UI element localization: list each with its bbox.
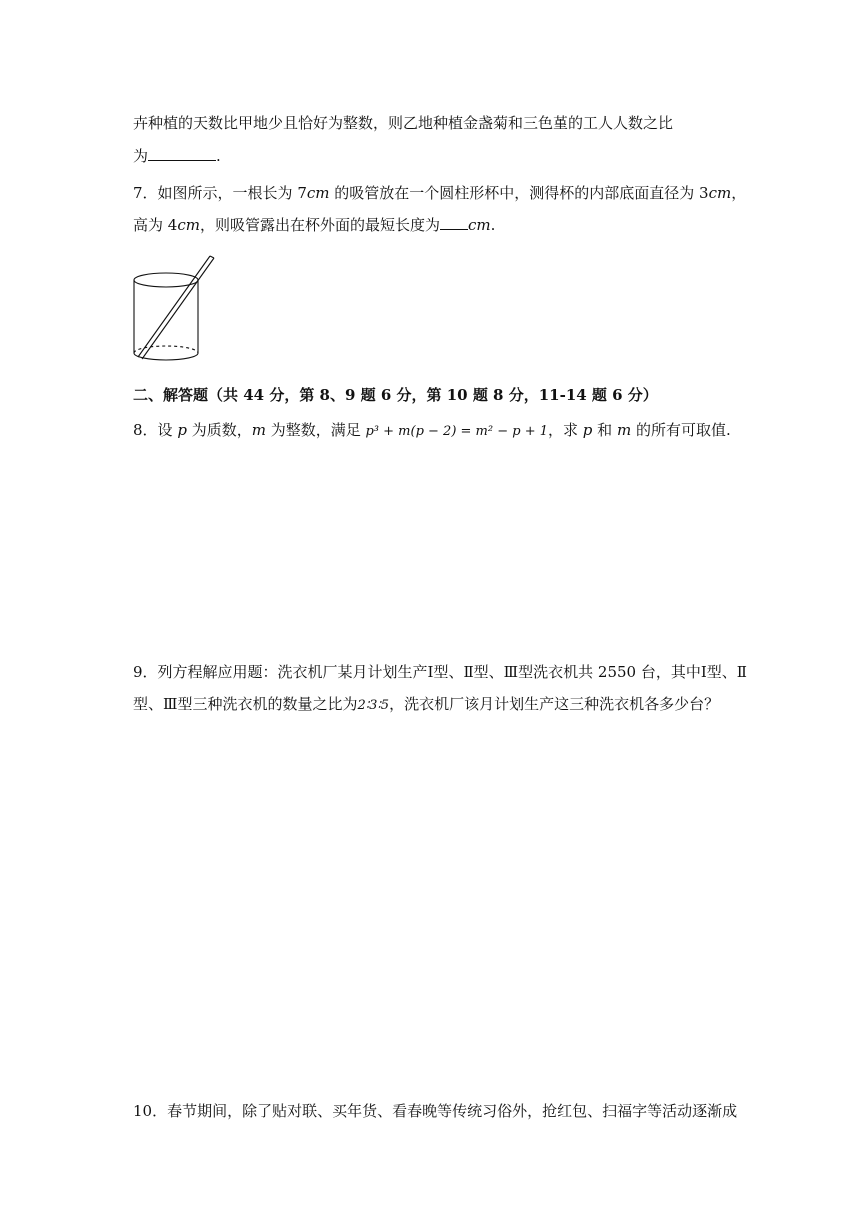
q9-line1: 9．列方程解应用题：洗衣机厂某月计划生产Ⅰ型、Ⅱ型、Ⅲ型洗衣机共 2550 台，其中Ⅰ型、Ⅱ — [133, 663, 747, 681]
q7-line2: 高为 4cm，则吸管露出在杯外面的最短长度为 cm. — [133, 216, 496, 234]
q8-formula: p³ + m(p − 2) = m² − p + 1 — [365, 424, 548, 439]
q9-line2: 型、Ⅲ型三种洗衣机的数量之比为2∶3∶5，洗衣机厂该月计划生产这三种洗衣机各多少台？ — [133, 695, 720, 713]
straw-edge-1 — [138, 256, 210, 357]
q7-line1: 7．如图所示，一根长为 7cm 的吸管放在一个圆柱形杯中，测得杯的内部底面直径为 3cm， — [133, 184, 747, 202]
q6-tail-line1: 卉种植的天数比甲地少且恰好为整数，则乙地种植金盏菊和三色堇的工人人数之比 — [133, 114, 674, 132]
answer-blank[interactable] — [440, 215, 468, 230]
answer-blank[interactable] — [148, 146, 216, 161]
cup-top-ellipse — [134, 273, 198, 287]
straw-tip — [210, 256, 214, 258]
q6-tail-line2: 为 . — [133, 147, 221, 165]
section2-heading: 二、解答题（共 44 分，第 8、9 题 6 分，第 10 题 8 分，11-14 题 6 分） — [133, 386, 658, 404]
cup-straw-figure — [128, 250, 228, 370]
q8-line: 8．设 p 为质数，m 为整数，满足 p³ + m(p − 2) = m² − p + 1，求 p 和 m 的所有可取值. — [133, 421, 731, 439]
q10-line1: 10．春节期间，除了贴对联、买年货、看春晚等传统习俗外，抢红包、扫福字等活动逐渐成 — [133, 1102, 738, 1120]
